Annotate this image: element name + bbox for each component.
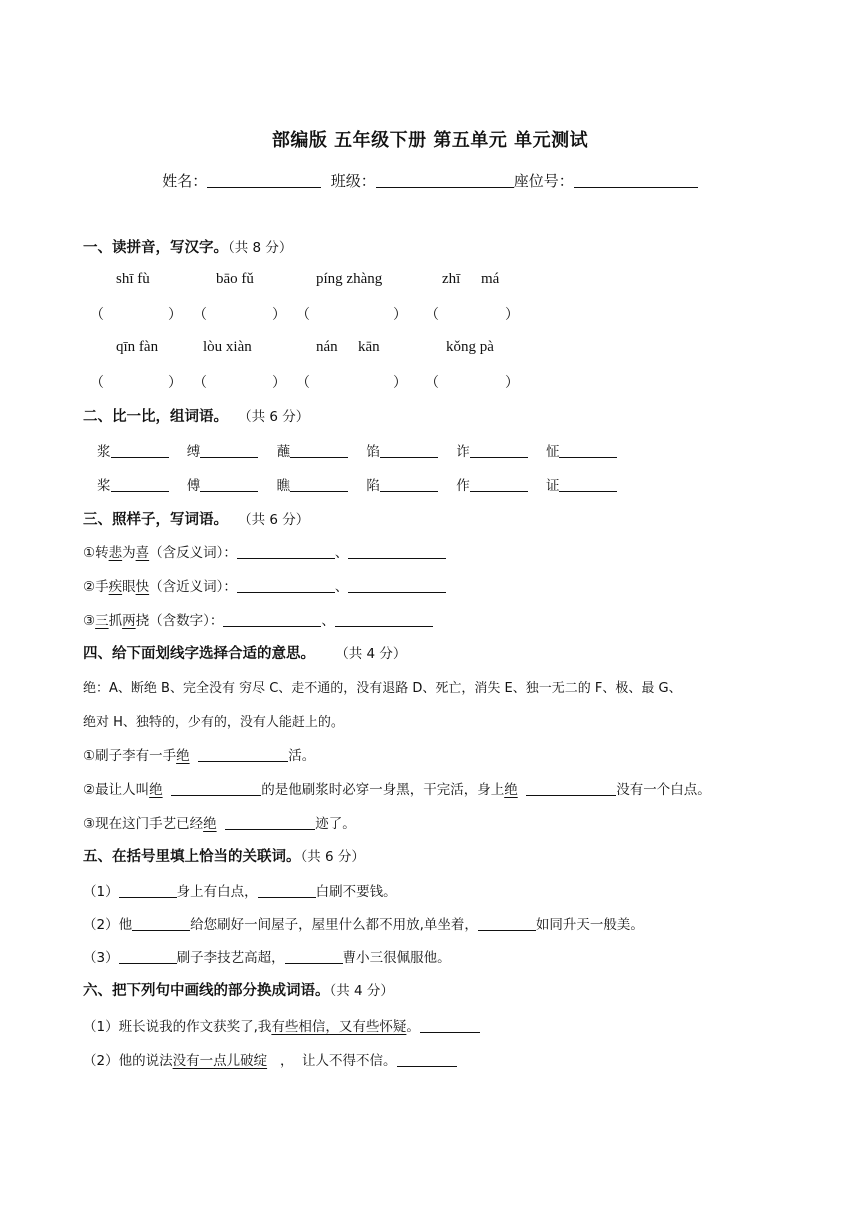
definition-line-2: 绝对 H、独特的，少有的，没有人能赶上的。 <box>83 715 344 730</box>
compare-char: 桨 <box>97 478 111 494</box>
sentence-text: 刷子李技艺高超， <box>176 950 285 966</box>
item-number: ① <box>83 545 96 561</box>
answer-box-8-open: （ <box>425 375 439 391</box>
pattern-text: 转 <box>95 545 109 561</box>
answer-box-6-close: ） <box>272 375 286 391</box>
underlined-phrase: 有些相信，又有些怀疑 <box>271 1019 407 1035</box>
compare-blank[interactable] <box>290 475 348 492</box>
compare-blank[interactable] <box>290 441 348 458</box>
pattern-note: （含反义词）： <box>149 545 237 561</box>
section-4-points: （共 4 分） <box>335 646 407 662</box>
answer-blank[interactable] <box>348 576 446 593</box>
answer-box-1-close: ） <box>168 307 182 323</box>
section-5-heading <box>83 845 365 866</box>
answer-blank[interactable] <box>198 745 288 762</box>
item-number: （2）他 <box>83 917 133 933</box>
answer-blank[interactable] <box>420 1016 480 1033</box>
section-4-heading <box>83 642 406 663</box>
compare-blank[interactable] <box>470 475 528 492</box>
meaning-question-3 <box>83 812 356 832</box>
seat-blank[interactable] <box>574 171 698 188</box>
sentence-text: （1）班长说我的作文获奖了,我 <box>83 1019 272 1035</box>
pinyin-2: bāo fǔ <box>216 271 254 287</box>
pattern-underlined: 快 <box>135 579 150 595</box>
compare-char: 馅 <box>366 444 380 460</box>
definition-line-1: 绝：A、断绝 B、完全没有 穷尽 C、走不通的，没有退路 D、死亡，消失 E、独一无二的 F、极、最 G、 <box>83 681 682 696</box>
compare-row-2 <box>97 474 617 494</box>
compare-char: 傅 <box>186 478 201 494</box>
page-title: 部编版 五年级下册 第五单元 单元测试 <box>271 130 589 151</box>
pinyin-1: shī fù <box>116 271 150 287</box>
conjunction-item-2 <box>83 913 644 933</box>
section-3-points: （共 6 分） <box>238 512 310 528</box>
answer-box-4-open: （ <box>425 307 439 323</box>
underlined-char: 绝 <box>203 816 217 832</box>
answer-box-8-close: ） <box>505 375 519 391</box>
compare-blank[interactable] <box>470 441 528 458</box>
pinyin-9: kān <box>358 339 380 355</box>
pinyin-7: lòu xiàn <box>203 339 252 355</box>
answer-blank[interactable] <box>225 813 315 830</box>
separator: 、 <box>334 545 349 561</box>
answer-blank[interactable] <box>119 947 177 964</box>
answer-blank[interactable] <box>348 542 446 559</box>
sentence-text: 身上有白点， <box>176 884 258 900</box>
sentence-text: ， 让人不得不信。 <box>267 1053 397 1069</box>
name-blank[interactable] <box>207 171 321 188</box>
pinyin-4: zhī <box>442 271 461 287</box>
answer-blank[interactable] <box>285 947 343 964</box>
pattern-note: （含数字）： <box>149 613 224 629</box>
replace-item-1 <box>83 1015 480 1035</box>
underlined-phrase: 没有一点儿破绽 <box>172 1053 268 1069</box>
answer-blank[interactable] <box>526 779 616 796</box>
answer-box-2-close: ） <box>272 307 286 323</box>
compare-blank[interactable] <box>559 475 617 492</box>
pinyin-5: má <box>481 271 500 287</box>
pinyin-10: kǒng pà <box>446 339 494 355</box>
separator: 、 <box>334 579 349 595</box>
section-1-points: （共 8 分） <box>228 240 293 256</box>
answer-blank[interactable] <box>397 1050 457 1067</box>
question-text: ①刷子李有一手 <box>83 748 177 764</box>
section-1-title: 一、读拼音，写汉字。 <box>83 240 228 256</box>
question-text: 没有一个白点。 <box>616 782 711 798</box>
compare-blank[interactable] <box>111 441 169 458</box>
answer-blank[interactable] <box>171 779 261 796</box>
section-3-title: 三、照样子，写词语。 <box>83 512 228 528</box>
pattern-text: 眼 <box>122 579 136 595</box>
answer-box-5-open: （ <box>90 375 104 391</box>
answer-box-4-close: ） <box>505 307 519 323</box>
answer-blank[interactable] <box>237 576 335 593</box>
conjunction-item-1 <box>83 880 397 900</box>
compare-char: 缚 <box>186 444 201 460</box>
compare-blank[interactable] <box>111 475 169 492</box>
section-6-heading <box>83 979 394 1000</box>
sentence-text: 给您刷好一间屋子，屋里什么都不用放,单坐着， <box>190 917 478 933</box>
compare-blank[interactable] <box>380 475 438 492</box>
compare-char: 浆 <box>97 444 111 460</box>
pattern-text: 为 <box>122 545 136 561</box>
underlined-char: 绝 <box>504 782 518 798</box>
answer-box-7-open: （ <box>296 375 310 391</box>
meaning-question-1 <box>83 744 315 764</box>
compare-char: 蘸 <box>276 444 291 460</box>
meaning-question-2 <box>83 778 711 798</box>
answer-blank[interactable] <box>237 542 335 559</box>
pattern-underlined: 三 <box>95 613 109 629</box>
compare-char: 怔 <box>545 444 560 460</box>
pattern-underlined: 两 <box>122 613 136 629</box>
item-number: （1） <box>83 884 119 900</box>
answer-blank[interactable] <box>223 610 321 627</box>
answer-box-6-open: （ <box>193 375 207 391</box>
pattern-item-3 <box>83 609 433 629</box>
underlined-char: 绝 <box>176 748 190 764</box>
pattern-text: 抓 <box>108 613 123 629</box>
name-label: 姓名： <box>162 172 208 190</box>
answer-blank[interactable] <box>132 914 190 931</box>
seat-label: 座位号： <box>513 172 574 190</box>
pinyin-3: píng zhàng <box>316 271 383 287</box>
pattern-item-1 <box>83 541 446 561</box>
section-3-heading <box>83 508 309 529</box>
sentence-text: 白刷不要钱。 <box>315 884 397 900</box>
question-text: ③现在这门手艺已经 <box>83 816 204 832</box>
sentence-text: 。 <box>406 1019 420 1035</box>
item-number: （3） <box>83 950 119 966</box>
pattern-text: 挠 <box>135 613 150 629</box>
compare-blank[interactable] <box>559 441 617 458</box>
answer-box-5-close: ） <box>168 375 182 391</box>
answer-blank[interactable] <box>258 881 316 898</box>
answer-box-2-open: （ <box>193 307 207 323</box>
answer-box-3-close: ） <box>393 307 407 323</box>
pattern-underlined: 疾 <box>108 579 123 595</box>
section-2-points: （共 6 分） <box>238 409 310 425</box>
answer-box-3-open: （ <box>296 307 310 323</box>
pinyin-6: qīn fàn <box>116 339 159 355</box>
answer-box-1-open: （ <box>90 307 104 323</box>
answer-blank[interactable] <box>478 914 536 931</box>
separator: 、 <box>321 613 335 629</box>
question-text: ②最让人叫 <box>83 782 150 798</box>
underlined-char: 绝 <box>149 782 163 798</box>
section-4-title: 四、给下面划线字选择合适的意思。 <box>83 646 315 662</box>
sentence-text: 曹小三很佩服他。 <box>342 950 451 966</box>
compare-char: 证 <box>545 478 560 494</box>
item-number: ② <box>83 579 96 595</box>
item-number: ③ <box>83 613 96 629</box>
question-text: 迹了。 <box>315 816 356 832</box>
pattern-text: 手 <box>95 579 109 595</box>
section-6-points: （共 4 分） <box>329 983 394 999</box>
answer-blank[interactable] <box>335 610 433 627</box>
compare-char: 瞧 <box>276 478 291 494</box>
compare-blank[interactable] <box>200 475 258 492</box>
compare-blank[interactable] <box>200 441 258 458</box>
section-2-title: 二、比一比，组词语。 <box>83 409 228 425</box>
section-1-heading <box>83 236 292 257</box>
pattern-note: （含近义词）： <box>149 579 237 595</box>
compare-row-1 <box>97 440 617 460</box>
compare-blank[interactable] <box>380 441 438 458</box>
compare-char: 陷 <box>366 478 380 494</box>
pattern-underlined: 喜 <box>135 545 150 561</box>
answer-blank[interactable] <box>119 881 177 898</box>
section-6-title: 六、把下列句中画线的部分换成词语。 <box>83 983 330 999</box>
compare-char: 作 <box>456 478 470 494</box>
section-5-title: 五、在括号里填上恰当的关联词。 <box>83 849 301 865</box>
question-text: 活。 <box>288 748 316 764</box>
replace-item-2 <box>83 1049 457 1069</box>
compare-char: 诈 <box>456 444 470 460</box>
pattern-underlined: 悲 <box>108 545 123 561</box>
student-info-line <box>0 170 860 191</box>
class-label: 班级： <box>330 172 376 190</box>
sentence-text: 如同升天一般美。 <box>535 917 644 933</box>
answer-box-7-close: ） <box>393 375 407 391</box>
section-2-heading <box>83 405 309 426</box>
sentence-text: （2）他的说法 <box>83 1053 173 1069</box>
class-blank[interactable] <box>376 171 514 188</box>
section-5-points: （共 6 分） <box>300 849 365 865</box>
question-text: 的是他刷浆时必穿一身黑，干完活，身上 <box>261 782 505 798</box>
pinyin-8: nán <box>316 339 338 355</box>
conjunction-item-3 <box>83 946 451 966</box>
pattern-item-2 <box>83 575 446 595</box>
